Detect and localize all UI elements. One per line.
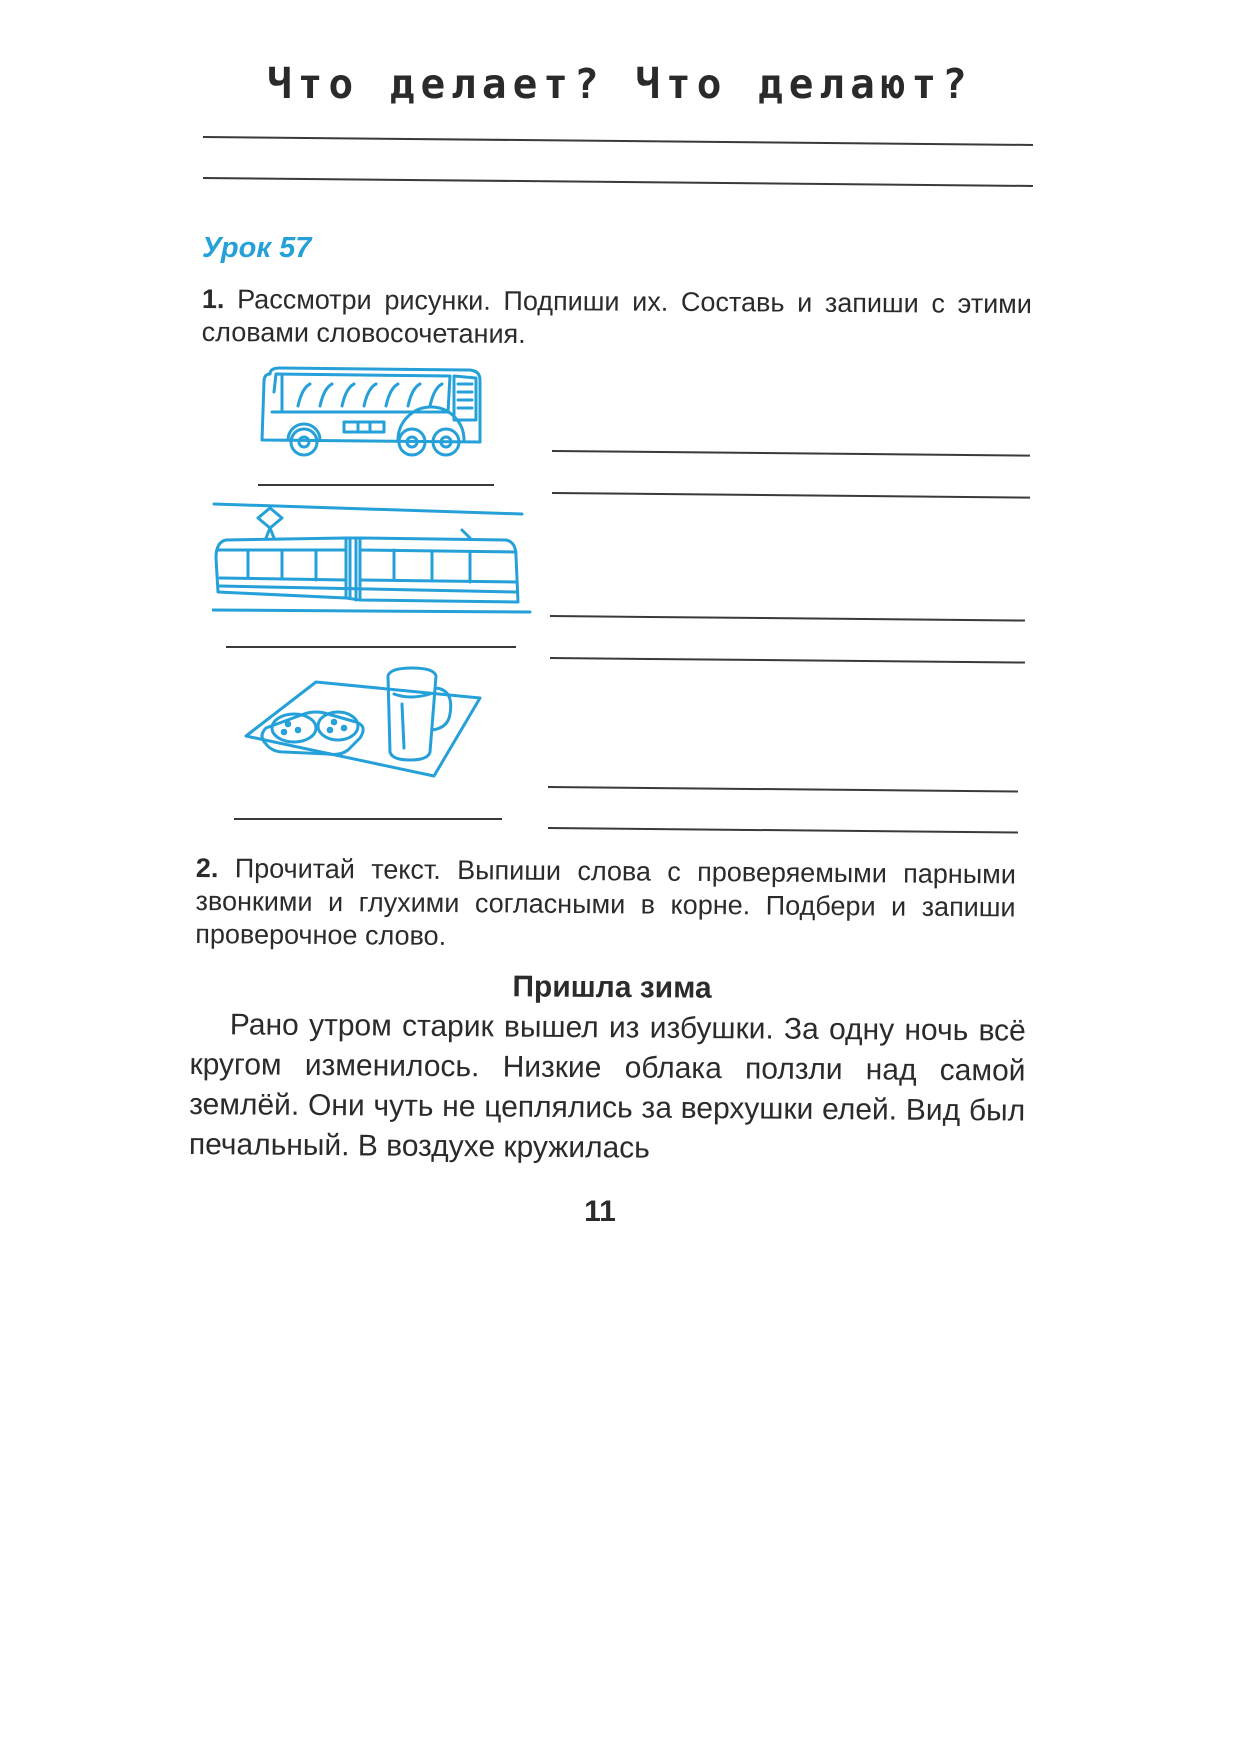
task-1	[202, 283, 1032, 354]
story-paragraph: Рано утром старик вышел из избушки. За одну ночь всё кругом изменилось. Низкие облака ползли над самой землёй. Они чуть не цеплялись за верхушки елей. Вид был печальный. В воздухе кружилась	[188, 1008, 1026, 1165]
bus-icon	[258, 362, 498, 462]
picture-label-line-2	[226, 646, 516, 648]
task-1-number: 1.	[201, 283, 225, 315]
header-rule-2	[203, 177, 1033, 187]
page-number: 11	[584, 1195, 616, 1228]
answer-line-4	[550, 657, 1025, 664]
story-text	[189, 1005, 1026, 1172]
task-1-text: Рассмотри рисунки. Подпиши их. Составь и запиши с этими словами словосочетания.	[201, 284, 1032, 349]
answer-line-5	[548, 786, 1018, 793]
story-title: Пришла зима	[512, 970, 712, 1005]
picture-label-line-1	[258, 484, 494, 486]
picture-label-line-3	[234, 818, 502, 820]
header-rule-1	[203, 136, 1033, 146]
page-header-title: Что делает? Что делают?	[267, 60, 973, 108]
lesson-title: Урок 57	[202, 232, 312, 264]
task-2-text: Прочитай текст. Выпиши слова с проверяемыми парными звонкими и глухими согласными в корне. Подбери и запиши проверочное слово.	[195, 853, 1016, 951]
answer-line-1	[552, 450, 1030, 457]
answer-line-2	[552, 492, 1030, 499]
task-2	[195, 852, 1016, 957]
answer-line-6	[548, 827, 1018, 834]
tray-with-cookies-and-glass-icon	[244, 664, 484, 784]
task-2-number: 2.	[195, 852, 219, 884]
tram-icon	[212, 498, 532, 618]
answer-line-3	[550, 615, 1025, 622]
